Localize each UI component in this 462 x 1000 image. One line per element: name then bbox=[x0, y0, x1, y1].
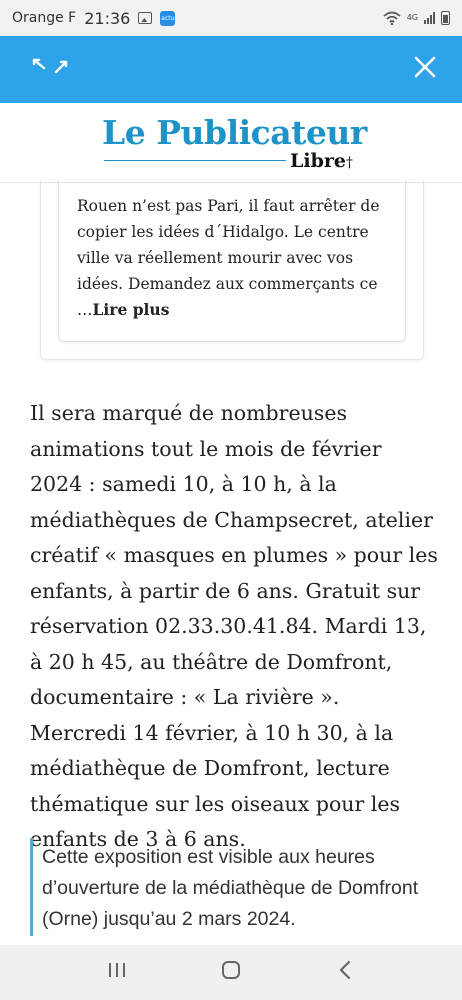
status-left bbox=[12, 9, 175, 28]
status-right bbox=[383, 11, 450, 25]
site-logo-subtitle bbox=[290, 150, 353, 172]
signal-icon bbox=[424, 12, 435, 24]
network-type-label: 4G bbox=[406, 13, 418, 22]
expand-icon bbox=[30, 56, 70, 83]
actu-app-icon: actu bbox=[160, 11, 175, 26]
article-paragraph: Il sera marqué de nombreuses animations tout le mois de février 2024 : samedi 10, à 10 h, à la médiathèques de Champsecret, atelier créatif « masques en plumes » pour les enfants, à partir de 6 ans. Gratuit sur réservation 02.33.30.41.84. Mardi 13, à 20 h 45, au théâtre de Domfront, documentaire : « La rivière ». Mercredi 14 février, à 10 h 30, à la médiathèque de Domfront, lecture thématique sur les oiseaux pour les enfants de 3 à 6 ans. bbox=[30, 401, 438, 851]
article-quote bbox=[30, 838, 440, 936]
close-button[interactable] bbox=[410, 55, 440, 85]
status-time: 21:36 bbox=[84, 8, 131, 28]
logo-sub-text: Libre bbox=[290, 150, 346, 172]
gallery-notification-icon bbox=[138, 12, 152, 24]
quote-text: Cette exposition est visible aux heures d’ouverture de la médiathèque de Domfront (Orne) jusqu’au 2 mars 2024. bbox=[42, 846, 419, 930]
home-button[interactable] bbox=[211, 953, 251, 993]
close-icon bbox=[414, 56, 436, 83]
status-bar bbox=[0, 0, 462, 36]
back-icon bbox=[337, 960, 353, 985]
logo-dagger: † bbox=[345, 155, 353, 171]
home-icon bbox=[220, 959, 242, 986]
recents-button[interactable] bbox=[97, 953, 137, 993]
top-app-bar bbox=[0, 36, 462, 103]
site-logo-title[interactable]: Le Publicateur bbox=[102, 113, 367, 152]
site-header bbox=[0, 103, 462, 183]
back-button[interactable] bbox=[325, 953, 365, 993]
comment-text bbox=[77, 193, 387, 323]
comment-body: Rouen n’est pas Pari, il faut arrêter de copier les idées d´Hidalgo. Le centre ville va réellement mourir avec vos idées. Demandez aux commerçants ce … bbox=[77, 197, 380, 319]
recents-icon bbox=[107, 961, 127, 984]
system-nav-bar bbox=[0, 945, 462, 1000]
wifi-icon bbox=[383, 11, 401, 25]
expand-button[interactable] bbox=[30, 50, 80, 90]
battery-icon bbox=[441, 11, 450, 25]
read-more-link[interactable]: Lire plus bbox=[92, 300, 170, 319]
logo-underline bbox=[104, 160, 286, 161]
carrier-label: Orange F bbox=[12, 10, 77, 26]
